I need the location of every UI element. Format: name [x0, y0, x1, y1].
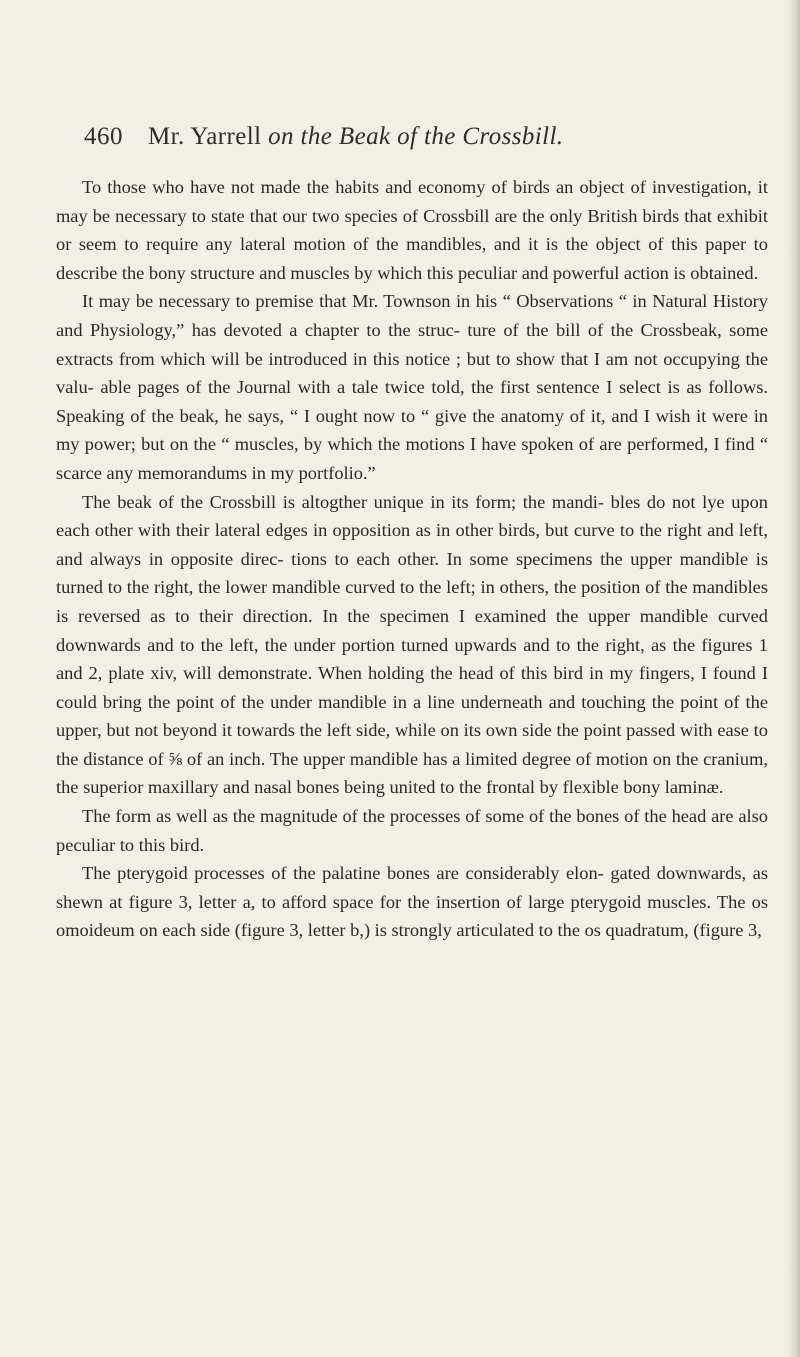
- running-header: [84, 123, 774, 163]
- paragraph-pterygoid: The pterygoid processes of the palatine bones are considerably elon- gated downwards, as shewn at figure 3, letter a, to afford space for the insertion of large pterygoid muscles. The os omoideum on each side (figure 3, letter b,) is strongly articulated to the os quadratum, (figure 3,: [56, 863, 768, 941]
- page-number: 460: [84, 123, 123, 150]
- paragraph-townson-quote: It may be necessary to premise that Mr. Townson in his “ Observations “ in Natural History and Physiology,” has devoted a chapter to the struc- ture of the bill of the Crossbeak, some extracts from which will be introduced in this notice ; but to show that I am not occupying the valu- able pages of the Journal with a tale twice told, the first sentence I select is as follows. Speaking of the beak, he says, “ I ought now to “ give the anatomy of it, and I wish it were in my power; but on the “ muscles, by which the motions I have spoken of are performed, I find “ scarce any memorandums in my portfolio.”: [56, 291, 768, 483]
- page-edge-shadow: [786, 0, 800, 1357]
- running-title-subject: on the Beak of the Crossbill.: [268, 123, 564, 150]
- paragraph-bone-processes: The form as well as the magnitude of the processes of some of the bones of the head are also peculiar to this bird.: [56, 806, 768, 855]
- running-title-author: Mr. Yarrell: [148, 123, 262, 150]
- running-title: [148, 123, 563, 151]
- paragraph-introduction: To those who have not made the habits and economy of birds an object of investigation, it may be necessary to state that our two species of Crossbill are the only British birds that exhibit or seem to require any lateral motion of the mandibles, and it is the object of this paper to describe the bony structure and muscles by which this peculiar and powerful action is obtained.: [56, 177, 768, 283]
- body-text: [56, 173, 768, 945]
- paragraph-beak-description: The beak of the Crossbill is altogther unique in its form; the mandi- bles do not lye upon each other with their lateral edges in opposition as in other birds, but curve to the right and left, and always in opposite direc- tions to each other. In some specimens the upper mandible is turned to the right, the lower mandible curved to the left; in others, the position of the mandibles is reversed as to their direction. In the specimen I examined the upper mandible curved downwards and to the left, the under portion turned upwards and to the right, as the figures 1 and 2, plate xiv, will demonstrate. When holding the head of this bird in my fingers, I found I could bring the point of the under mandible in a line underneath and touching the point of the upper, but not beyond it towards the left side, while on its own side the point passed with ease to the distance of ⅝ of an inch. The upper mandible has a limited degree of motion on the cranium, the superior maxillary and nasal bones being united to the frontal by flexible bony laminæ.: [56, 491, 768, 798]
